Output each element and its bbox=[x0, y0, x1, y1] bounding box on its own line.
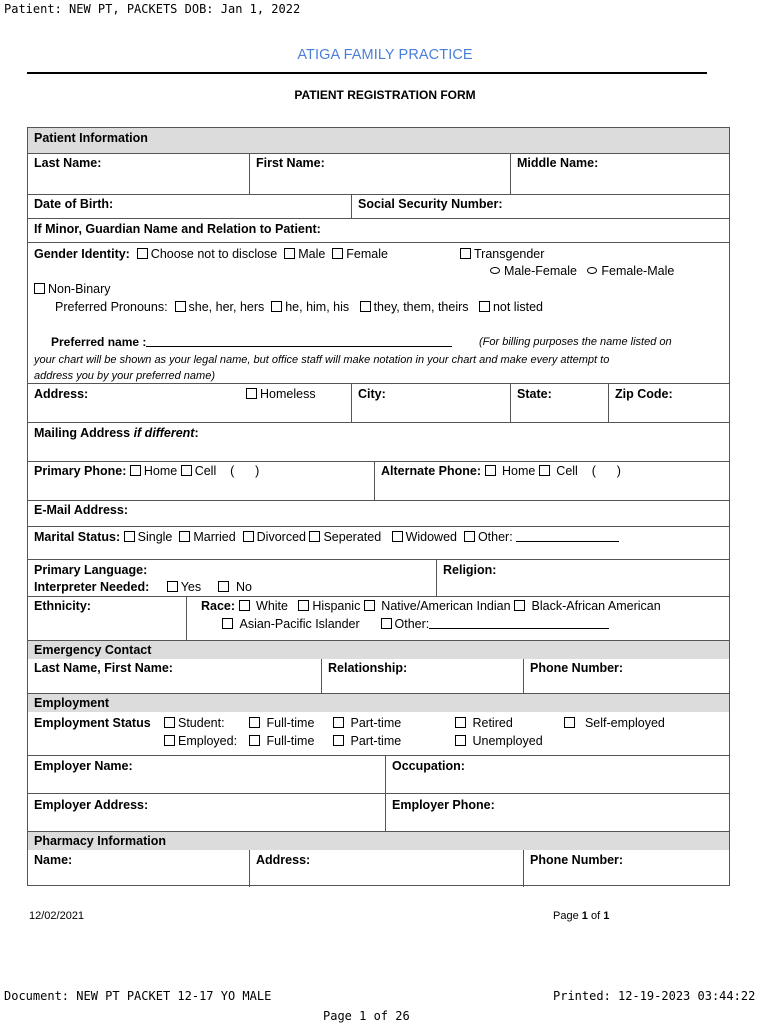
homeless-checkbox[interactable] bbox=[246, 388, 257, 399]
race-asian-checkbox[interactable] bbox=[222, 618, 233, 629]
self-employed-label: Self-employed bbox=[584, 716, 665, 730]
student-parttime-option bbox=[333, 716, 401, 730]
gender-identity-label: Gender Identity: bbox=[34, 247, 130, 261]
transgender-option bbox=[460, 247, 544, 261]
col-divider bbox=[351, 194, 352, 218]
marital-other-checkbox[interactable] bbox=[464, 531, 475, 542]
alternate-cell-checkbox[interactable] bbox=[539, 465, 550, 476]
alternate-home-checkbox[interactable] bbox=[485, 465, 496, 476]
mailing-if-different: if different bbox=[133, 426, 195, 440]
row-divider bbox=[28, 194, 729, 195]
race-white-checkbox[interactable] bbox=[239, 600, 250, 611]
female-checkbox[interactable] bbox=[332, 248, 343, 259]
row-divider bbox=[28, 153, 729, 154]
col-divider bbox=[608, 383, 609, 422]
student-fulltime-checkbox[interactable] bbox=[249, 717, 260, 728]
last-name-label: Last Name: bbox=[34, 156, 102, 170]
mailing-address-text: Mailing Address bbox=[34, 426, 131, 440]
col-divider bbox=[523, 850, 524, 887]
primary-phone-area[interactable]: ( ) bbox=[230, 464, 260, 478]
retired-label: Retired bbox=[472, 716, 513, 730]
student-parttime-label: Part-time bbox=[350, 716, 402, 730]
widowed-label: Widowed bbox=[405, 530, 457, 544]
seperated-label: Seperated bbox=[323, 530, 382, 544]
document-name: Document: NEW PT PACKET 12-17 YO MALE bbox=[4, 989, 272, 1003]
primary-cell-label: Cell bbox=[194, 464, 217, 478]
race-label: Race: bbox=[201, 599, 236, 613]
interpreter-label: Interpreter Needed: bbox=[34, 580, 150, 594]
relationship-label: Relationship: bbox=[328, 661, 408, 675]
employer-address-label: Employer Address: bbox=[34, 798, 149, 812]
section-emergency-contact: Emergency Contact bbox=[28, 641, 729, 659]
email-label: E-Mail Address: bbox=[34, 503, 129, 517]
alternate-phone-label: Alternate Phone: bbox=[381, 464, 482, 478]
employed-label: Employed: bbox=[178, 734, 238, 748]
header-divider bbox=[27, 72, 707, 74]
col-divider bbox=[249, 850, 250, 887]
row-divider bbox=[28, 559, 729, 560]
preferred-name-row bbox=[51, 335, 452, 349]
race-white-label: White bbox=[256, 599, 288, 613]
alternate-phone-area[interactable]: ( ) bbox=[591, 464, 621, 478]
transgender-suboptions bbox=[490, 264, 674, 278]
divorced-checkbox[interactable] bbox=[243, 531, 254, 542]
employed-fulltime-checkbox[interactable] bbox=[249, 735, 260, 746]
interpreter-yes-label: Yes bbox=[180, 580, 202, 594]
male-female-radio[interactable] bbox=[490, 267, 500, 274]
patient-header: Patient: NEW PT, PACKETS DOB: Jan 1, 2022 bbox=[4, 2, 301, 16]
unemployed-option bbox=[455, 734, 543, 748]
student-parttime-checkbox[interactable] bbox=[333, 717, 344, 728]
race-native-label: Native/American Indian bbox=[381, 599, 511, 613]
choose-not-disclose-label: Choose not to disclose bbox=[150, 247, 278, 261]
student-label: Student: bbox=[178, 716, 225, 730]
employment-status-label: Employment Status bbox=[34, 716, 151, 730]
male-checkbox[interactable] bbox=[284, 248, 295, 259]
single-checkbox[interactable] bbox=[124, 531, 135, 542]
employed-option bbox=[164, 734, 237, 748]
city-label: City: bbox=[358, 387, 386, 401]
row-divider bbox=[28, 755, 729, 756]
primary-phone-label: Primary Phone: bbox=[34, 464, 127, 478]
race-hispanic-checkbox[interactable] bbox=[298, 600, 309, 611]
gender-identity-row bbox=[34, 247, 388, 261]
marital-status-row bbox=[34, 530, 619, 544]
employed-fulltime-label: Full-time bbox=[266, 734, 315, 748]
divorced-label: Divorced bbox=[256, 530, 306, 544]
emergency-phone-label: Phone Number: bbox=[530, 661, 624, 675]
pharmacy-address-label: Address: bbox=[256, 853, 311, 867]
employed-parttime-label: Part-time bbox=[350, 734, 402, 748]
alternate-phone-row bbox=[381, 464, 621, 478]
race-black-checkbox[interactable] bbox=[514, 600, 525, 611]
pronouns-row bbox=[55, 300, 543, 314]
race-black-label: Black-African American bbox=[531, 599, 661, 613]
female-label: Female bbox=[346, 247, 388, 261]
state-label: State: bbox=[517, 387, 552, 401]
page-of: of bbox=[590, 910, 601, 922]
pronoun-she-label: she, her, hers bbox=[188, 300, 265, 314]
first-name-label: First Name: bbox=[256, 156, 325, 170]
col-divider bbox=[523, 659, 524, 693]
pronoun-he-label: he, him, his bbox=[285, 300, 350, 314]
section-pharmacy: Pharmacy Information bbox=[28, 832, 729, 850]
non-binary-label: Non-Binary bbox=[48, 282, 111, 296]
page-num: 1 bbox=[581, 910, 588, 922]
printed-timestamp: Printed: 12-19-2023 03:44:22 bbox=[553, 989, 756, 1003]
retired-checkbox[interactable] bbox=[455, 717, 466, 728]
retired-option bbox=[455, 716, 513, 730]
pronouns-label: Preferred Pronouns: bbox=[55, 300, 168, 314]
married-label: Married bbox=[193, 530, 236, 544]
marital-other-label: Other: bbox=[477, 530, 513, 544]
interpreter-no-label: No bbox=[235, 580, 252, 594]
alternate-home-label: Home bbox=[501, 464, 536, 478]
employed-parttime-option bbox=[333, 734, 401, 748]
race-hispanic-label: Hispanic bbox=[312, 599, 361, 613]
row-divider bbox=[28, 461, 729, 462]
row-divider bbox=[28, 500, 729, 501]
male-label: Male bbox=[298, 247, 326, 261]
row-divider bbox=[28, 596, 729, 597]
zip-label: Zip Code: bbox=[615, 387, 673, 401]
practice-name: ATIGA FAMILY PRACTICE bbox=[297, 47, 473, 63]
registration-form bbox=[27, 127, 730, 886]
female-male-label: Female-Male bbox=[601, 264, 675, 278]
guardian-label: If Minor, Guardian Name and Relation to Patient: bbox=[34, 222, 321, 236]
pronoun-not-listed-checkbox[interactable] bbox=[479, 301, 490, 312]
non-binary-option bbox=[34, 282, 111, 296]
student-fulltime-label: Full-time bbox=[266, 716, 315, 730]
homeless-option bbox=[246, 387, 316, 401]
form-page-number bbox=[553, 910, 609, 922]
ethnicity-label: Ethnicity: bbox=[34, 599, 91, 613]
middle-name-label: Middle Name: bbox=[517, 156, 599, 170]
marital-status-label: Marital Status: bbox=[34, 530, 121, 544]
student-checkbox[interactable] bbox=[164, 717, 175, 728]
row-divider bbox=[28, 422, 729, 423]
pronoun-they-label: they, them, theirs bbox=[373, 300, 469, 314]
form-date: 12/02/2021 bbox=[29, 910, 85, 922]
homeless-label: Homeless bbox=[260, 387, 316, 401]
col-divider bbox=[510, 153, 511, 194]
employed-checkbox[interactable] bbox=[164, 735, 175, 746]
pharmacy-name-label: Name: bbox=[34, 853, 73, 867]
self-employed-option bbox=[564, 716, 665, 730]
employer-name-label: Employer Name: bbox=[34, 759, 133, 773]
employed-parttime-checkbox[interactable] bbox=[333, 735, 344, 746]
row-divider bbox=[28, 526, 729, 527]
widowed-checkbox[interactable] bbox=[392, 531, 403, 542]
race-other-field[interactable] bbox=[429, 617, 609, 629]
employer-phone-label: Employer Phone: bbox=[392, 798, 495, 812]
pronoun-not-listed-label: not listed bbox=[492, 300, 543, 314]
race-other-checkbox[interactable] bbox=[381, 618, 392, 629]
interpreter-no-checkbox[interactable] bbox=[218, 581, 229, 592]
col-divider bbox=[510, 383, 511, 422]
seperated-checkbox[interactable] bbox=[309, 531, 320, 542]
single-label: Single bbox=[137, 530, 173, 544]
male-female-label: Male-Female bbox=[504, 264, 577, 278]
mailing-address-label: Mailing Address if different: bbox=[34, 426, 199, 440]
race-row-1 bbox=[201, 599, 661, 613]
emergency-name-label: Last Name, First Name: bbox=[34, 661, 173, 675]
row-divider bbox=[28, 218, 729, 219]
transgender-label: Transgender bbox=[474, 247, 545, 261]
married-checkbox[interactable] bbox=[179, 531, 190, 542]
race-row-2 bbox=[222, 617, 609, 631]
document-page-number: Page 1 of 26 bbox=[323, 1009, 410, 1023]
interpreter-yes-checkbox[interactable] bbox=[167, 581, 178, 592]
primary-home-checkbox[interactable] bbox=[130, 465, 141, 476]
student-option bbox=[164, 716, 225, 730]
primary-home-label: Home bbox=[143, 464, 178, 478]
race-other-label: Other: bbox=[394, 617, 430, 631]
row-divider bbox=[28, 242, 729, 243]
ssn-label: Social Security Number: bbox=[358, 197, 503, 211]
choose-not-disclose-checkbox[interactable] bbox=[137, 248, 148, 259]
marital-other-field[interactable] bbox=[516, 530, 619, 542]
col-divider bbox=[436, 559, 437, 596]
row-divider bbox=[28, 793, 729, 794]
primary-phone-row bbox=[34, 464, 259, 478]
preferred-name-note-2: your chart will be shown as your legal name, but office staff will make notation in your chart and make every attempt to bbox=[34, 354, 610, 366]
preferred-name-field[interactable] bbox=[146, 335, 452, 347]
unemployed-checkbox[interactable] bbox=[455, 735, 466, 746]
alternate-cell-label: Cell bbox=[556, 464, 578, 478]
race-asian-label: Asian-Pacific Islander bbox=[239, 617, 360, 631]
col-divider bbox=[321, 659, 322, 693]
col-divider bbox=[186, 596, 187, 640]
primary-language-label: Primary Language: bbox=[34, 563, 148, 577]
non-binary-checkbox[interactable] bbox=[34, 283, 45, 294]
pronoun-he-checkbox[interactable] bbox=[271, 301, 282, 312]
pharmacy-phone-label: Phone Number: bbox=[530, 853, 624, 867]
col-divider bbox=[351, 383, 352, 422]
interpreter-row bbox=[34, 580, 252, 594]
preferred-name-note-3: address you by your preferred name) bbox=[34, 370, 215, 382]
dob-label: Date of Birth: bbox=[34, 197, 114, 211]
transgender-checkbox[interactable] bbox=[460, 248, 471, 259]
female-male-radio[interactable] bbox=[587, 267, 597, 274]
section-employment: Employment bbox=[28, 694, 729, 712]
preferred-name-note-1: (For billing purposes the name listed on bbox=[479, 336, 672, 348]
preferred-name-label: Preferred name : bbox=[51, 335, 147, 349]
page-total: 1 bbox=[603, 910, 610, 922]
pronoun-she-checkbox[interactable] bbox=[175, 301, 186, 312]
occupation-label: Occupation: bbox=[392, 759, 465, 773]
student-fulltime-option bbox=[249, 716, 314, 730]
row-divider bbox=[28, 383, 729, 384]
address-label: Address: bbox=[34, 387, 89, 401]
employed-fulltime-option bbox=[249, 734, 314, 748]
form-title: PATIENT REGISTRATION FORM bbox=[294, 88, 476, 102]
unemployed-label: Unemployed bbox=[472, 734, 543, 748]
page-prefix: Page bbox=[553, 910, 579, 922]
col-divider bbox=[374, 461, 375, 500]
self-employed-checkbox[interactable] bbox=[564, 717, 575, 728]
pronoun-they-checkbox[interactable] bbox=[360, 301, 371, 312]
section-patient-information: Patient Information bbox=[28, 128, 729, 153]
primary-cell-checkbox[interactable] bbox=[181, 465, 192, 476]
col-divider bbox=[249, 153, 250, 194]
race-native-checkbox[interactable] bbox=[364, 600, 375, 611]
religion-label: Religion: bbox=[443, 563, 497, 577]
